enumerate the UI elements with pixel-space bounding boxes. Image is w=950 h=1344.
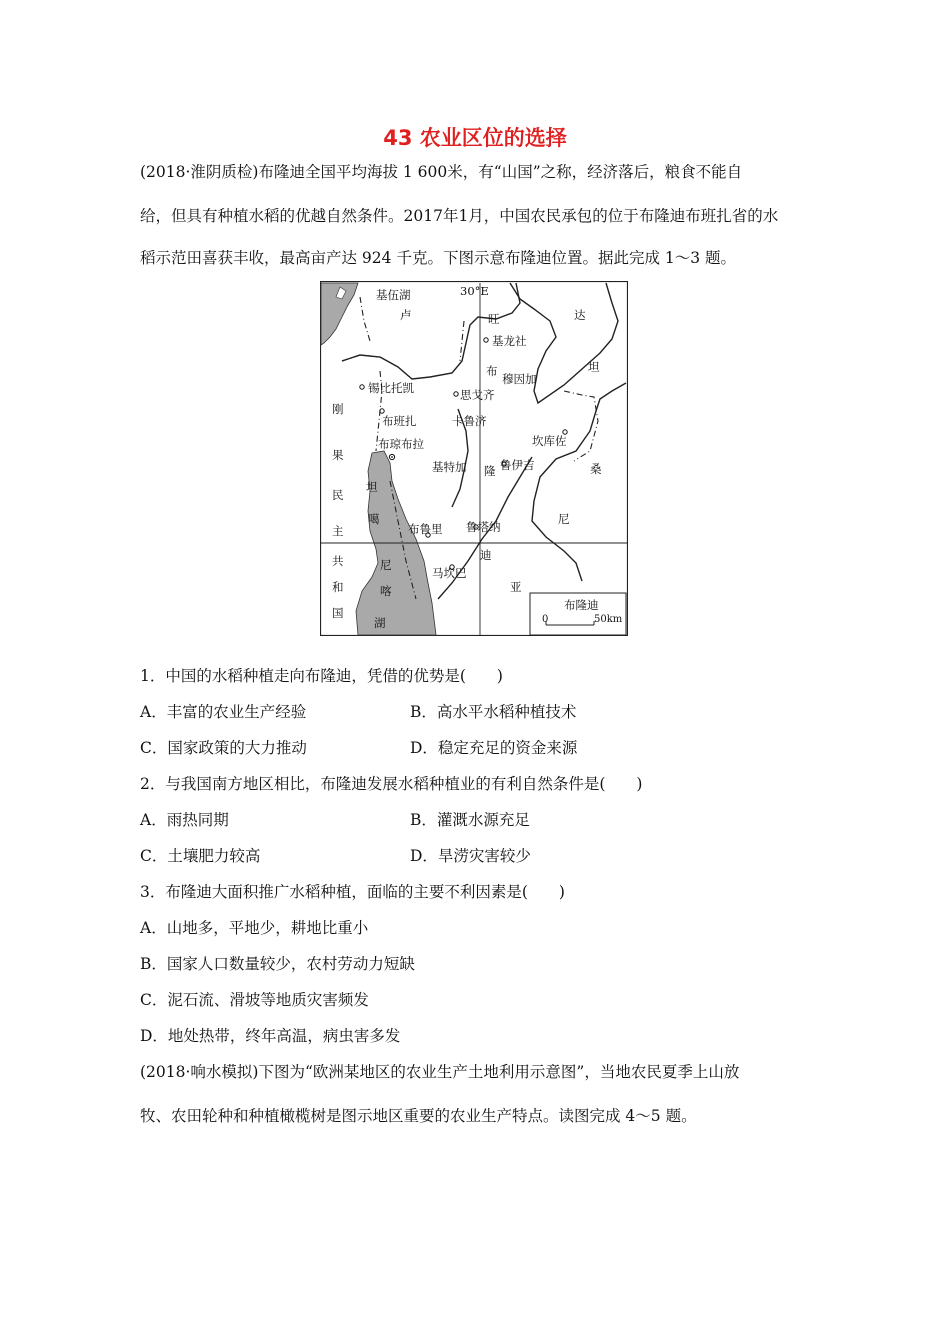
question-2-option-a: A．雨热同期 [140,811,229,829]
label-gong: 共 [332,554,344,568]
label-da: 达 [574,308,586,322]
question-2-option-b: B．灌溉水源充足 [410,811,530,829]
question-1-option-a: A．丰富的农业生产经验 [140,703,307,721]
intro1-line-2: 给，但具有种植水稻的优越自然条件。2017年1月，中国农民承包的位于布隆迪布班扎省的水 [140,207,779,225]
label-ga: 噶 [368,512,380,526]
question-1-option-c: C．国家政策的大力推动 [140,739,307,757]
label-hu: 湖 [374,616,386,630]
town-buqiongbula-capital [391,456,393,458]
label-long: 隆 [484,464,496,478]
label-zhu: 主 [332,524,344,538]
intro1-line-1: (2018·淮阴质检)布隆迪全国平均海拔 1 600米，有“山国”之称，经济落后，粮食不能自 [140,163,743,181]
question-1-option-b: B．高水平水稻种植技术 [410,703,577,721]
label-xibituokai: 锡比托凯 [368,381,414,395]
label-bubanzha: 布班扎 [382,414,417,428]
question-2-stem: 2．与我国南方地区相比，布隆迪发展水稻种植业的有利自然条件是( ) [140,775,643,793]
label-ni-east: 尼 [558,512,570,526]
label-lake-kivu: 基伍湖 [376,288,411,302]
label-kaluji: 卡鲁济 [452,414,487,428]
intro2-line-1: (2018·响水模拟)下图为“欧洲某地区的农业生产土地利用示意图”，当地农民夏季上山放 [140,1063,740,1081]
scale-fifty: 50km [594,614,623,625]
label-muyinjia: 穆因加 [502,372,537,386]
label-guo2: 国 [332,606,344,620]
map-frame [321,282,628,636]
question-3-option-c: C．泥石流、滑坡等地质灾害频发 [140,991,369,1009]
label-min: 民 [332,488,344,502]
page-title: 43 农业区位的选择 [383,126,567,150]
question-3-option-d: D．地处热带，终年高温，病虫害多发 [140,1027,401,1045]
label-tan-east: 坦 [588,360,600,374]
label-di: 迪 [480,548,492,562]
label-makanba: 马坎巴 [432,566,467,580]
label-sang: 桑 [590,462,602,476]
label-sigeqi: 思戈齐 [460,388,495,402]
label-he: 和 [332,580,344,594]
label-ni-west: 尼 [380,558,392,572]
label-ya: 亚 [510,580,522,594]
label-bu: 布 [486,364,498,378]
burundi-location-map [320,281,628,636]
label-luyiji: 鲁伊吉 [500,458,535,472]
question-3-option-b: B．国家人口数量较少，农村劳动力短缺 [140,955,415,973]
label-lu: 卢 [400,308,412,322]
label-buqiongbula: 布琼布拉 [378,437,424,451]
label-lutana: 鲁塔纳 [466,520,501,534]
label-wang: 旺 [488,312,500,326]
label-tan-west: 坦 [366,480,378,494]
label-jilongshe: 基龙社 [492,334,527,348]
question-1-stem: 1．中国的水稻种植走向布隆迪，凭借的优势是( ) [140,667,503,685]
intro2-line-2: 牧、农田轮种和种植橄榄树是图示地区重要的农业生产特点。读图完成 4～5 题。 [140,1107,697,1125]
label-gang: 刚 [332,402,344,416]
inset-title: 布隆迪 [564,598,599,612]
question-3-stem: 3．布隆迪大面积推广水稻种植，面临的主要不利因素是( ) [140,883,565,901]
scale-zero: 0 [542,614,549,625]
label-jitejia: 基特加 [432,460,467,474]
label-meridian: 30°E [460,284,489,298]
question-3-option-a: A．山地多，平地少，耕地比重小 [140,919,369,937]
question-2-option-d: D．旱涝灾害较少 [410,847,531,865]
label-kankuzuo: 坎库佐 [532,434,567,448]
question-1-option-d: D．稳定充足的资金来源 [410,739,578,757]
label-bululi: 布鲁里 [408,522,443,536]
question-2-option-c: C．土壤肥力较高 [140,847,261,865]
label-ka: 喀 [380,584,392,598]
label-guo: 果 [332,448,344,462]
intro1-line-3: 稻示范田喜获丰收，最高亩产达 924 千克。下图示意布隆迪位置。据此完成 1～3 题。 [140,249,737,267]
